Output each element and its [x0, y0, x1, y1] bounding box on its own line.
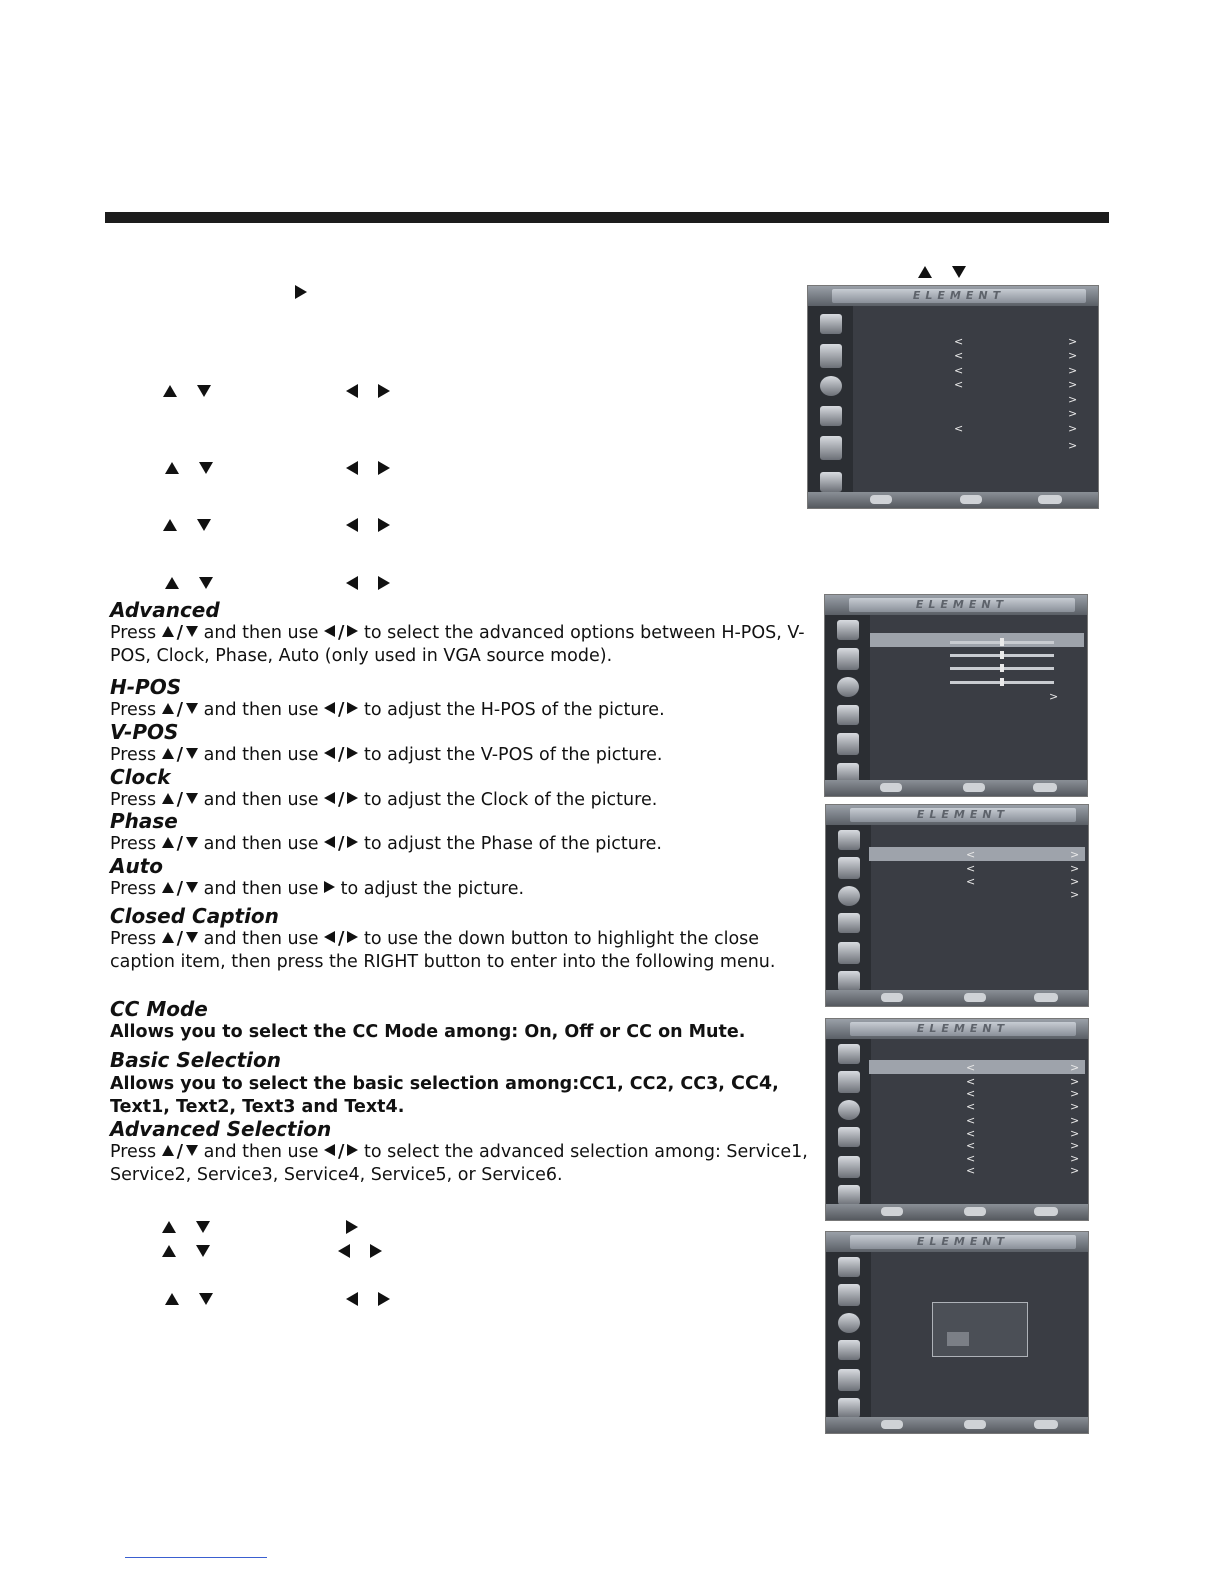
instruction-text: to select the advanced options between H-POS, V-POS, Clock, Phase, Auto (only used in VGA source mode). [110, 623, 805, 666]
arrow-up-icon [163, 385, 177, 397]
and-then-use-text: and then use [203, 745, 319, 765]
chevron-right-icon: > [1068, 378, 1078, 391]
section-clock [110, 766, 810, 812]
arrow-down-icon [197, 519, 211, 531]
arrow-left-icon [346, 461, 358, 475]
nav-arrows-top [918, 266, 986, 278]
arrow-right-icon [324, 881, 335, 893]
arrow-right-icon [378, 576, 390, 590]
chevron-right-icon: > [1070, 848, 1080, 861]
time-icon [820, 376, 842, 396]
section-auto [110, 855, 810, 901]
updown-key-icon [881, 1420, 903, 1429]
osd-title-bar [826, 805, 1088, 825]
osd-brand-logo: ELEMENT [850, 1022, 1076, 1036]
osd-sidebar [825, 615, 870, 780]
arrow-down-icon [196, 1221, 210, 1233]
menu-key [1034, 1207, 1058, 1216]
arrow-down-icon [186, 703, 198, 714]
phase-slider [950, 681, 1054, 684]
arrow-down-icon [186, 1145, 198, 1156]
osd-footer [808, 492, 1098, 508]
press-text: Press [110, 1142, 157, 1162]
chevron-right-icon: > [1068, 407, 1078, 420]
section-body: Press / and then use / to select the advanced options between H-POS, V-POS, Clock, Phase, Auto (only used in VGA source mode). [110, 623, 805, 666]
chevron-right-icon: > [1070, 875, 1080, 888]
arrow-up-icon [165, 462, 179, 474]
chevron-right-icon: > [1070, 1164, 1080, 1177]
osd-sidebar [808, 306, 853, 492]
nav-arrows-row-2 [165, 461, 410, 475]
setup-icon [838, 1340, 860, 1360]
section-body: Press / and then use / to adjust the Clock of the picture. [110, 790, 658, 810]
chevron-left-icon: < [966, 1075, 976, 1088]
arrow-down-icon [199, 462, 213, 474]
section-title: Clock [110, 765, 171, 789]
arrow-down-icon [186, 837, 198, 848]
nav-arrows-row-3 [163, 518, 410, 532]
osd-footer [825, 780, 1087, 796]
setup-icon [838, 1127, 860, 1147]
hpos-slider [950, 641, 1054, 644]
chevron-right-icon: > [1070, 1087, 1080, 1100]
osd-confirm-dialog [932, 1302, 1028, 1357]
osd-brand-logo: ELEMENT [850, 1235, 1076, 1249]
chevron-left-icon: < [954, 335, 964, 348]
osd-title-bar [826, 1019, 1088, 1039]
chevron-right-icon: > [1070, 888, 1080, 901]
arrow-right-icon [347, 747, 358, 759]
nav-arrows-row-6 [162, 1244, 402, 1258]
time-icon [838, 886, 860, 906]
press-text: Press [110, 623, 157, 643]
arrow-right-icon [378, 1292, 390, 1306]
osd-screen-advanced [824, 594, 1088, 797]
arrow-left-icon [324, 836, 335, 848]
osd-screen-cc-options [825, 1018, 1089, 1221]
nav-arrows-row-4 [165, 576, 410, 590]
arrow-right-icon [347, 836, 358, 848]
section-title: CC Mode [110, 997, 208, 1021]
section-body: Press / and then use to adjust the picture. [110, 879, 525, 899]
sound-icon [838, 1284, 860, 1306]
arrow-left-icon [346, 1292, 358, 1306]
osd-footer [826, 1417, 1088, 1433]
section-title: Advanced [110, 598, 220, 622]
arrow-right-icon [347, 931, 358, 943]
arrow-up-icon [162, 882, 174, 893]
and-then-use-text: and then use [203, 623, 319, 643]
arrow-up-icon [162, 793, 174, 804]
channel-icon [838, 971, 860, 991]
leftright-key-icon [964, 1420, 986, 1429]
footer-link-underline [125, 1557, 267, 1558]
press-text: Press [110, 929, 157, 949]
leftright-key-icon [963, 783, 985, 792]
arrow-up-icon [162, 626, 174, 637]
chevron-left-icon: < [966, 1152, 976, 1165]
section-title: H-POS [110, 675, 182, 699]
chevron-left-icon: < [966, 862, 976, 875]
chevron-left-icon: < [966, 875, 976, 888]
arrow-left-icon [324, 792, 335, 804]
body-text-line2: Text1, Text2, Text3 and Text4. [110, 1096, 405, 1117]
chevron-right-icon: > [1068, 349, 1078, 362]
instruction-text: to adjust the H-POS of the picture. [364, 700, 665, 720]
chevron-left-icon: < [954, 364, 964, 377]
arrow-down-icon [186, 626, 198, 637]
chevron-left-icon: < [966, 848, 976, 861]
arrow-up-icon [162, 703, 174, 714]
arrow-left-icon [338, 1244, 350, 1258]
press-text: Press [110, 700, 157, 720]
lock-icon [838, 942, 860, 964]
arrow-up-icon [162, 1221, 176, 1233]
leftright-key-icon [964, 993, 986, 1002]
arrow-left-icon [324, 931, 335, 943]
chevron-left-icon: < [966, 1100, 976, 1113]
dialog-button [947, 1332, 969, 1346]
arrow-left-icon [346, 384, 358, 398]
arrow-down-icon [952, 266, 966, 278]
osd-footer [826, 990, 1088, 1006]
arrow-up-icon [163, 519, 177, 531]
arrow-left-icon [346, 518, 358, 532]
arrow-up-icon [162, 748, 174, 759]
arrow-down-icon [186, 932, 198, 943]
instruction-text: to adjust the Phase of the picture. [364, 834, 662, 854]
lock-icon [820, 436, 842, 460]
setup-icon [838, 913, 860, 933]
arrow-up-icon [165, 577, 179, 589]
arrow-right-icon [295, 285, 307, 299]
section-basic-selection [110, 1049, 810, 1118]
chevron-left-icon: < [966, 1114, 976, 1127]
chevron-right-icon: > [1068, 364, 1078, 377]
channel-icon [838, 1398, 860, 1418]
osd-brand-logo: ELEMENT [832, 289, 1086, 303]
arrow-up-icon [165, 1293, 179, 1305]
arrow-down-icon [199, 1293, 213, 1305]
arrow-right-icon [370, 1244, 382, 1258]
chevron-left-icon: < [966, 1164, 976, 1177]
chevron-right-icon: > [1070, 1114, 1080, 1127]
arrow-right-icon [347, 702, 358, 714]
and-then-use-text: and then use [203, 834, 319, 854]
arrow-up-icon [162, 1145, 174, 1156]
leftright-key-icon [964, 1207, 986, 1216]
arrow-left-icon [324, 747, 335, 759]
updown-key-icon [870, 495, 892, 504]
chevron-right-icon: > [1070, 862, 1080, 875]
osd-highlight-row [869, 1060, 1085, 1074]
chevron-left-icon: < [966, 1139, 976, 1152]
chevron-right-icon: > [1070, 1152, 1080, 1165]
arrow-up-icon [162, 837, 174, 848]
picture-icon [838, 1044, 860, 1064]
chevron-left-icon: < [954, 422, 964, 435]
osd-sidebar [826, 1252, 871, 1417]
clock-slider [950, 667, 1054, 670]
arrow-right-icon [378, 518, 390, 532]
osd-title-bar [826, 1232, 1088, 1252]
press-text: Press [110, 745, 157, 765]
section-body: Press / and then use / to adjust the Phase of the picture. [110, 834, 662, 854]
section-body [110, 1072, 810, 1118]
header-rule [105, 212, 1109, 223]
vpos-slider [950, 654, 1054, 657]
osd-screen-dialog [825, 1231, 1089, 1434]
section-advanced-selection [110, 1118, 810, 1186]
chevron-right-icon: > [1068, 439, 1078, 452]
section-body: Press / and then use / to use the down button to highlight the close caption item, then press the RIGHT button to enter into the following menu. [110, 929, 776, 972]
chevron-right-icon: > [1068, 335, 1078, 348]
section-cc-mode [110, 998, 810, 1044]
section-advanced [110, 599, 810, 667]
arrow-right-icon [347, 625, 358, 637]
osd-footer [826, 1204, 1088, 1220]
section-body: Allows you to select the CC Mode among: On, Off or CC on Mute. [110, 1022, 746, 1042]
instruction-text: to adjust the V-POS of the picture. [364, 745, 663, 765]
chevron-right-icon: > [1070, 1100, 1080, 1113]
section-title: Closed Caption [110, 904, 279, 928]
arrow-left-icon [324, 625, 335, 637]
arrow-right-icon [347, 792, 358, 804]
section-title: Phase [110, 809, 178, 833]
arrow-right-icon [378, 461, 390, 475]
arrow-down-icon [186, 748, 198, 759]
picture-icon [837, 620, 859, 640]
channel-icon [820, 472, 842, 492]
instruction-text: to adjust the picture. [340, 879, 525, 899]
arrow-down-icon [199, 577, 213, 589]
chevron-right-icon: > [1070, 1139, 1080, 1152]
osd-brand-logo: ELEMENT [849, 598, 1075, 612]
osd-highlight-row [869, 847, 1085, 861]
osd-title-bar [808, 286, 1098, 306]
nav-arrows-row-1 [163, 384, 410, 398]
osd-screen-setup [807, 285, 1099, 509]
time-icon [837, 677, 859, 697]
arrow-left-icon [324, 1144, 335, 1156]
section-title: V-POS [110, 720, 179, 744]
section-body: Press / and then use / to adjust the V-POS of the picture. [110, 745, 663, 765]
chevron-right-icon: > [1070, 1127, 1080, 1140]
osd-screen-closed-caption [825, 804, 1089, 1007]
and-then-use-text: and then use [203, 790, 319, 810]
arrow-up-icon [918, 266, 932, 278]
section-hpos [110, 676, 810, 722]
arrow-down-icon [197, 385, 211, 397]
osd-title-bar [825, 595, 1087, 615]
lock-icon [837, 733, 859, 755]
instruction-text: to use the down button to highlight the close caption item, then press the RIGHT button to enter into the following menu. [110, 929, 776, 972]
press-text: Press [110, 790, 157, 810]
body-text-cc4: CC4 [731, 1072, 773, 1094]
lock-icon [838, 1369, 860, 1391]
arrow-down-icon [186, 793, 198, 804]
and-then-use-text: and then use [203, 1142, 319, 1162]
and-then-use-text: and then use [203, 929, 319, 949]
body-text-comma: , [772, 1074, 779, 1094]
arrow-right-icon [346, 1220, 358, 1234]
press-text: Press [110, 879, 157, 899]
osd-sidebar [826, 1039, 871, 1204]
setup-icon [820, 406, 842, 426]
arrow-down-icon [196, 1245, 210, 1257]
arrow-right-icon [347, 1144, 358, 1156]
menu-key [1034, 1420, 1058, 1429]
osd-highlight-row [870, 633, 1084, 647]
chevron-left-icon: < [966, 1061, 976, 1074]
time-icon [838, 1100, 860, 1120]
sound-icon [838, 1071, 860, 1093]
channel-icon [838, 1185, 860, 1205]
and-then-use-text: and then use [203, 700, 319, 720]
picture-icon [838, 830, 860, 850]
chevron-right-icon: > [1068, 393, 1078, 406]
menu-key [1034, 993, 1058, 1002]
chevron-left-icon: < [966, 1087, 976, 1100]
section-phase [110, 810, 810, 856]
updown-key-icon [881, 993, 903, 1002]
chevron-right-icon: > [1070, 1075, 1080, 1088]
section-body: Press / and then use / to adjust the H-POS of the picture. [110, 700, 665, 720]
instruction-text: to adjust the Clock of the picture. [364, 790, 658, 810]
menu-key [1033, 783, 1057, 792]
time-icon [838, 1313, 860, 1333]
osd-brand-logo: ELEMENT [850, 808, 1076, 822]
osd-sidebar [826, 825, 871, 990]
nav-arrows-row-5 [162, 1220, 378, 1234]
chevron-left-icon: < [954, 349, 964, 362]
body-text: Allows you to select the basic selection among:CC1, CC2, CC3, [110, 1074, 725, 1094]
section-title: Advanced Selection [110, 1117, 332, 1141]
leftright-key-icon [960, 495, 982, 504]
picture-icon [820, 314, 842, 334]
arrow-down-icon [186, 882, 198, 893]
section-title: Auto [110, 854, 164, 878]
press-text: Press [110, 834, 157, 854]
chevron-right-icon: > [1070, 1061, 1080, 1074]
sound-icon [820, 344, 842, 368]
chevron-right-icon: > [1068, 422, 1078, 435]
arrow-left-icon [324, 702, 335, 714]
instruction-text: to select the advanced selection among: Service1, Service2, Service3, Service4, Service5, or Service6. [110, 1142, 808, 1185]
sound-icon [837, 648, 859, 670]
menu-key [1038, 495, 1062, 504]
section-body: Press / and then use / to select the advanced selection among: Service1, Service2, Service3, Service4, Service5, or Service6. [110, 1142, 808, 1185]
chevron-right-icon: > [1049, 690, 1059, 703]
arrow-left-icon [346, 576, 358, 590]
updown-key-icon [881, 1207, 903, 1216]
section-closed-caption [110, 905, 810, 973]
chevron-left-icon: < [966, 1127, 976, 1140]
updown-key-icon [880, 783, 902, 792]
arrow-up-icon [162, 932, 174, 943]
nav-arrows-row-7 [165, 1292, 410, 1306]
nav-arrow-right [295, 285, 327, 299]
lock-icon [838, 1156, 860, 1178]
setup-icon [837, 705, 859, 725]
chevron-left-icon: < [954, 378, 964, 391]
arrow-right-icon [378, 384, 390, 398]
and-then-use-text: and then use [203, 879, 319, 899]
picture-icon [838, 1257, 860, 1277]
sound-icon [838, 857, 860, 879]
arrow-up-icon [162, 1245, 176, 1257]
section-vpos [110, 721, 810, 767]
section-title: Basic Selection [110, 1048, 281, 1072]
